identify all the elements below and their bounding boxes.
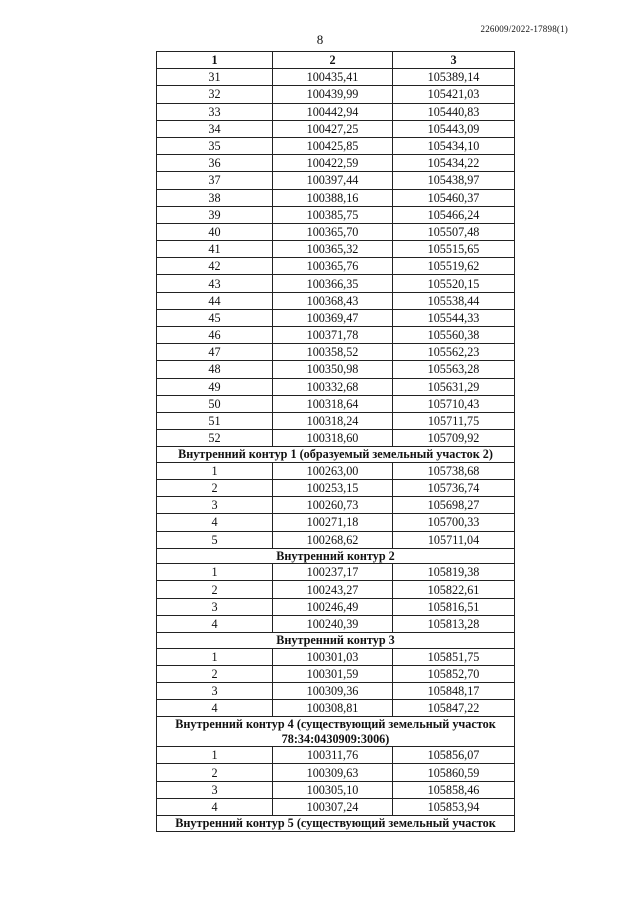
y-coordinate-cell: 105736,74: [393, 480, 515, 497]
table-row: [157, 700, 515, 717]
table-row: [157, 615, 515, 632]
x-coordinate-cell: 100369,47: [273, 309, 393, 326]
y-coordinate-cell: 105813,28: [393, 615, 515, 632]
point-number-cell: 33: [157, 103, 273, 120]
x-coordinate-cell: 100365,76: [273, 258, 393, 275]
point-number-cell: 2: [157, 581, 273, 598]
y-coordinate-cell: 105507,48: [393, 223, 515, 240]
table-row: [157, 581, 515, 598]
point-number-cell: 49: [157, 378, 273, 395]
point-number-cell: 1: [157, 747, 273, 764]
x-coordinate-cell: 100268,62: [273, 531, 393, 548]
point-number-cell: 4: [157, 514, 273, 531]
point-number-cell: 46: [157, 327, 273, 344]
point-number-cell: 39: [157, 206, 273, 223]
y-coordinate-cell: 105816,51: [393, 598, 515, 615]
table-row: [157, 781, 515, 798]
table-row: [157, 747, 515, 764]
y-coordinate-cell: 105738,68: [393, 462, 515, 479]
y-coordinate-cell: 105710,43: [393, 395, 515, 412]
y-coordinate-cell: 105519,62: [393, 258, 515, 275]
x-coordinate-cell: 100309,36: [273, 682, 393, 699]
page-number: 8: [316, 32, 324, 47]
table-row: [157, 275, 515, 292]
x-coordinate-cell: 100332,68: [273, 378, 393, 395]
y-coordinate-cell: 105711,04: [393, 531, 515, 548]
column-header: 3: [393, 52, 515, 69]
x-coordinate-cell: 100318,64: [273, 395, 393, 412]
x-coordinate-cell: 100371,78: [273, 327, 393, 344]
table-row: [157, 395, 515, 412]
table-row: [157, 172, 515, 189]
point-number-cell: 2: [157, 665, 273, 682]
x-coordinate-cell: 100397,44: [273, 172, 393, 189]
x-coordinate-cell: 100422,59: [273, 155, 393, 172]
table-row: [157, 69, 515, 86]
y-coordinate-cell: 105711,75: [393, 412, 515, 429]
y-coordinate-cell: 105860,59: [393, 764, 515, 781]
table-row: [157, 327, 515, 344]
x-coordinate-cell: 100308,81: [273, 700, 393, 717]
table-row: [157, 292, 515, 309]
section-heading: Внутренний контур 5 (существующий земельный участок: [157, 816, 515, 832]
x-coordinate-cell: 100260,73: [273, 497, 393, 514]
table-row: [157, 120, 515, 137]
table-row: [157, 665, 515, 682]
point-number-cell: 38: [157, 189, 273, 206]
x-coordinate-cell: 100311,76: [273, 747, 393, 764]
y-coordinate-cell: 105852,70: [393, 665, 515, 682]
document-number: 226009/2022-17898(1): [480, 24, 568, 34]
y-coordinate-cell: 105515,65: [393, 241, 515, 258]
point-number-cell: 43: [157, 275, 273, 292]
point-number-cell: 31: [157, 69, 273, 86]
x-coordinate-cell: 100253,15: [273, 480, 393, 497]
section-heading-row: [157, 816, 515, 832]
table-row: [157, 189, 515, 206]
point-number-cell: 37: [157, 172, 273, 189]
x-coordinate-cell: 100365,70: [273, 223, 393, 240]
y-coordinate-cell: 105848,17: [393, 682, 515, 699]
x-coordinate-cell: 100243,27: [273, 581, 393, 598]
column-header: 1: [157, 52, 273, 69]
table-header-row: [157, 52, 515, 69]
y-coordinate-cell: 105563,28: [393, 361, 515, 378]
section-heading-row: [157, 447, 515, 463]
table-row: [157, 648, 515, 665]
y-coordinate-cell: 105856,07: [393, 747, 515, 764]
point-number-cell: 42: [157, 258, 273, 275]
x-coordinate-cell: 100301,03: [273, 648, 393, 665]
point-number-cell: 40: [157, 223, 273, 240]
x-coordinate-cell: 100358,52: [273, 344, 393, 361]
column-header: 2: [273, 52, 393, 69]
table-row: [157, 462, 515, 479]
table-row: [157, 798, 515, 815]
table-row: [157, 764, 515, 781]
table-row: [157, 344, 515, 361]
y-coordinate-cell: 105466,24: [393, 206, 515, 223]
table-row: [157, 531, 515, 548]
table-body: [157, 69, 515, 831]
y-coordinate-cell: 105389,14: [393, 69, 515, 86]
x-coordinate-cell: 100318,60: [273, 430, 393, 447]
x-coordinate-cell: 100237,17: [273, 564, 393, 581]
x-coordinate-cell: 100427,25: [273, 120, 393, 137]
x-coordinate-cell: 100439,99: [273, 86, 393, 103]
point-number-cell: 52: [157, 430, 273, 447]
point-number-cell: 32: [157, 86, 273, 103]
point-number-cell: 41: [157, 241, 273, 258]
y-coordinate-cell: 105709,92: [393, 430, 515, 447]
point-number-cell: 45: [157, 309, 273, 326]
point-number-cell: 3: [157, 682, 273, 699]
y-coordinate-cell: 105460,37: [393, 189, 515, 206]
table-row: [157, 241, 515, 258]
table-row: [157, 412, 515, 429]
y-coordinate-cell: 105560,38: [393, 327, 515, 344]
point-number-cell: 50: [157, 395, 273, 412]
y-coordinate-cell: 105421,03: [393, 86, 515, 103]
y-coordinate-cell: 105434,10: [393, 137, 515, 154]
point-number-cell: 4: [157, 798, 273, 815]
point-number-cell: 1: [157, 462, 273, 479]
table-row: [157, 378, 515, 395]
y-coordinate-cell: 105562,23: [393, 344, 515, 361]
table-row: [157, 497, 515, 514]
y-coordinate-cell: 105434,22: [393, 155, 515, 172]
section-heading: Внутренний контур 4 (существующий земельный участок 78:34:0430909:3006): [157, 717, 515, 747]
x-coordinate-cell: 100385,75: [273, 206, 393, 223]
point-number-cell: 5: [157, 531, 273, 548]
y-coordinate-cell: 105538,44: [393, 292, 515, 309]
point-number-cell: 44: [157, 292, 273, 309]
y-coordinate-cell: 105698,27: [393, 497, 515, 514]
table-row: [157, 86, 515, 103]
point-number-cell: 36: [157, 155, 273, 172]
y-coordinate-cell: 105847,22: [393, 700, 515, 717]
x-coordinate-cell: 100388,16: [273, 189, 393, 206]
table-row: [157, 564, 515, 581]
table-row: [157, 514, 515, 531]
y-coordinate-cell: 105858,46: [393, 781, 515, 798]
y-coordinate-cell: 105544,33: [393, 309, 515, 326]
x-coordinate-cell: 100366,35: [273, 275, 393, 292]
x-coordinate-cell: 100309,63: [273, 764, 393, 781]
point-number-cell: 3: [157, 781, 273, 798]
table-row: [157, 206, 515, 223]
y-coordinate-cell: 105819,38: [393, 564, 515, 581]
x-coordinate-cell: 100435,41: [273, 69, 393, 86]
x-coordinate-cell: 100301,59: [273, 665, 393, 682]
section-heading: Внутренний контур 3: [157, 633, 515, 649]
table-row: [157, 361, 515, 378]
table-row: [157, 309, 515, 326]
x-coordinate-cell: 100240,39: [273, 615, 393, 632]
y-coordinate-cell: 105438,97: [393, 172, 515, 189]
table-row: [157, 103, 515, 120]
point-number-cell: 34: [157, 120, 273, 137]
section-heading-row: [157, 548, 515, 564]
table-row: [157, 155, 515, 172]
point-number-cell: 47: [157, 344, 273, 361]
table-row: [157, 223, 515, 240]
y-coordinate-cell: 105440,83: [393, 103, 515, 120]
y-coordinate-cell: 105520,15: [393, 275, 515, 292]
x-coordinate-cell: 100263,00: [273, 462, 393, 479]
point-number-cell: 51: [157, 412, 273, 429]
table-row: [157, 598, 515, 615]
point-number-cell: 1: [157, 648, 273, 665]
point-number-cell: 2: [157, 480, 273, 497]
section-heading: Внутренний контур 1 (образуемый земельный участок 2): [157, 447, 515, 463]
x-coordinate-cell: 100305,10: [273, 781, 393, 798]
x-coordinate-cell: 100425,85: [273, 137, 393, 154]
point-number-cell: 2: [157, 764, 273, 781]
point-number-cell: 3: [157, 598, 273, 615]
y-coordinate-cell: 105851,75: [393, 648, 515, 665]
y-coordinate-cell: 105853,94: [393, 798, 515, 815]
point-number-cell: 1: [157, 564, 273, 581]
point-number-cell: 35: [157, 137, 273, 154]
table-row: [157, 480, 515, 497]
point-number-cell: 3: [157, 497, 273, 514]
x-coordinate-cell: 100350,98: [273, 361, 393, 378]
point-number-cell: 4: [157, 615, 273, 632]
y-coordinate-cell: 105822,61: [393, 581, 515, 598]
table-row: [157, 137, 515, 154]
x-coordinate-cell: 100442,94: [273, 103, 393, 120]
y-coordinate-cell: 105631,29: [393, 378, 515, 395]
section-heading-row: [157, 717, 515, 747]
table-row: [157, 258, 515, 275]
table-row: [157, 682, 515, 699]
point-number-cell: 48: [157, 361, 273, 378]
section-heading-row: [157, 633, 515, 649]
y-coordinate-cell: 105700,33: [393, 514, 515, 531]
x-coordinate-cell: 100365,32: [273, 241, 393, 258]
x-coordinate-cell: 100271,18: [273, 514, 393, 531]
y-coordinate-cell: 105443,09: [393, 120, 515, 137]
table-row: [157, 430, 515, 447]
x-coordinate-cell: 100368,43: [273, 292, 393, 309]
x-coordinate-cell: 100307,24: [273, 798, 393, 815]
x-coordinate-cell: 100246,49: [273, 598, 393, 615]
x-coordinate-cell: 100318,24: [273, 412, 393, 429]
section-heading: Внутренний контур 2: [157, 548, 515, 564]
point-number-cell: 4: [157, 700, 273, 717]
coordinates-table: [156, 51, 515, 832]
